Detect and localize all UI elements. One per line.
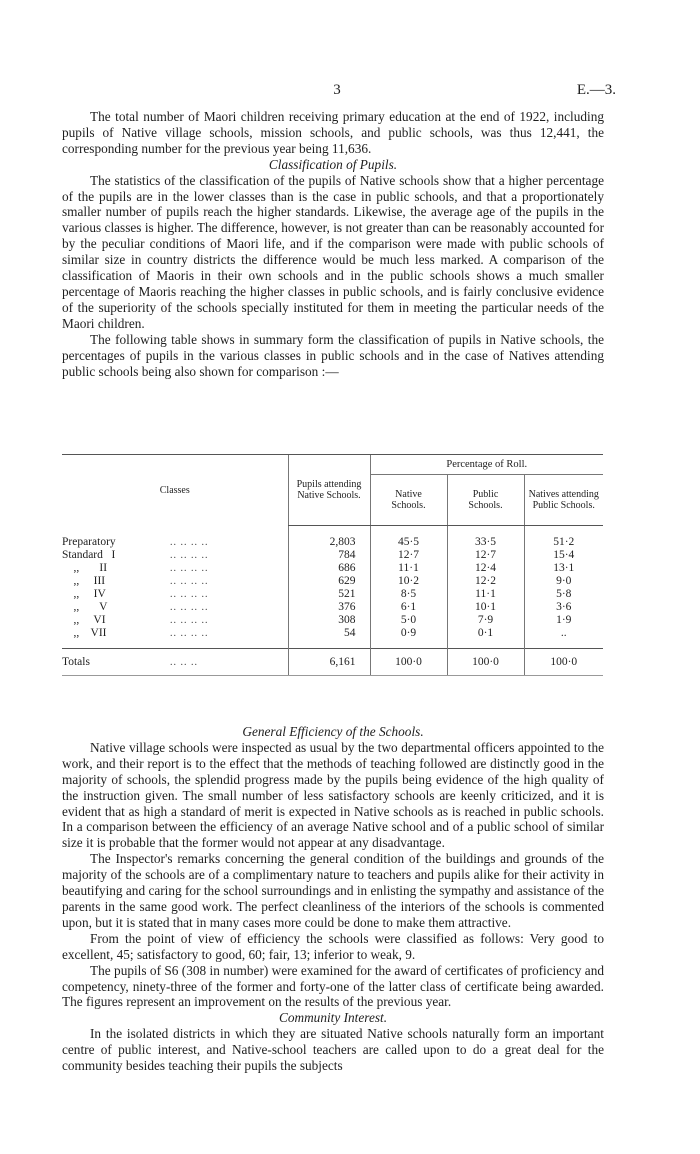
native-pct-cell: 0·9	[370, 627, 447, 649]
leader-dots: .. .. .. ..	[170, 615, 209, 626]
class-cell: ,, VI	[62, 614, 106, 626]
public-pct-cell: 0·1	[447, 627, 524, 649]
page-number: 3	[333, 82, 341, 98]
native-pct-cell: 12·7	[370, 549, 447, 562]
table-row	[62, 549, 603, 562]
public-pct-cell: 10·1	[447, 601, 524, 614]
native-pct-cell: 8·5	[370, 588, 447, 601]
section-heading: General Efficiency of the Schools.	[242, 724, 424, 739]
class-cell: ,, III	[62, 575, 106, 587]
native-pct-cell: 5·0	[370, 614, 447, 627]
leader-dots: .. .. .. ..	[170, 576, 209, 587]
table-header-row	[62, 455, 603, 475]
table-row	[62, 614, 603, 627]
class-cell: ,, IV	[62, 588, 106, 600]
totals-row	[62, 649, 603, 676]
column-group-percentage: Percentage of Roll.	[370, 455, 603, 475]
pupils-cell: 784	[288, 549, 370, 562]
totals-public: 100·0	[447, 649, 524, 676]
natives-public-pct-cell: 13·1	[524, 562, 603, 575]
pupils-cell: 308	[288, 614, 370, 627]
text-block-top	[62, 109, 604, 379]
table-row	[62, 526, 603, 550]
pupils-cell: 521	[288, 588, 370, 601]
native-pct-cell: 10·2	[370, 575, 447, 588]
class-cell: ,, II	[62, 562, 108, 574]
document-reference: E.—3.	[576, 82, 616, 98]
pupils-cell: 376	[288, 601, 370, 614]
class-cell: Preparatory	[62, 535, 116, 548]
class-cell: ,, VII	[62, 627, 107, 639]
public-pct-cell: 12·7	[447, 549, 524, 562]
natives-public-pct-cell: ..	[524, 627, 603, 649]
paragraph: The statistics of the classification of the pupils of Native schools show that a higher percentage of the pupils are in the lower classes than is the case in public schools, and that a proportionately smaller number of pupils reach the higher standards. Likewise, the average age of the pupils in the various classes is higher. The difference, however, is not greater than can be reasonably accounted for by the peculiar conditions of Maori life, and if the comparison were made with public schools of similar size in country districts the difference would be much less marked. A comparison of the classification of Maoris in their own schools and in the public schools shows a much smaller percentage of Maoris reaching the higher classes in public schools, and is fairly conclusive evidence of the superiority of the schools specially instituted for them in meeting the particular needs of the Maori children.	[62, 172, 604, 331]
class-cell: ,, V	[62, 601, 108, 613]
column-header-natives-public: Natives attending Public Schools.	[524, 475, 603, 526]
natives-public-pct-cell: 3·6	[524, 601, 603, 614]
leader-dots: .. .. .. ..	[170, 563, 209, 574]
column-header-public-schools: Public Schools.	[447, 475, 524, 526]
pupils-cell: 686	[288, 562, 370, 575]
public-pct-cell: 12·4	[447, 562, 524, 575]
paragraph: The total number of Maori children receiving primary education at the end of 1922, including pupils of Native village schools, mission schools, and public schools, was thus 12,441, the corresponding number for the previous year being 11,636.	[62, 109, 604, 156]
table-row	[62, 601, 603, 614]
column-header-classes: Classes	[62, 455, 288, 526]
public-pct-cell: 33·5	[447, 526, 524, 550]
leader-dots: .. .. .. ..	[170, 550, 209, 561]
pupils-cell: 54	[288, 627, 370, 649]
section-heading: Community Interest.	[278, 1010, 388, 1026]
pupils-cell: 2,803	[288, 526, 370, 550]
public-pct-cell: 12·2	[447, 575, 524, 588]
totals-label: Totals	[62, 649, 170, 676]
public-pct-cell: 11·1	[447, 588, 524, 601]
natives-public-pct-cell: 15·4	[524, 549, 603, 562]
classification-table	[62, 454, 603, 676]
leader-dots: .. .. .. ..	[170, 602, 209, 613]
leader-dots: .. .. .. ..	[170, 589, 209, 600]
native-pct-cell: 11·1	[370, 562, 447, 575]
paragraph: Native village schools were inspected as usual by the two departmental officers appointed to the work, and their report is to the effect that the methods of teaching followed are distinctly good in the majority of schools, the splendid progress made by the pupils being evidence of the high quality of the instruction given. The small number of less satisfactory schools are keenly criticized, and it is evident that as high a standard of merit is expected in Native schools as is reached in public schools. In a comparison between the efficiency of an average Native school and of a public school of similar size it is probable that the former would not appear at any disadvantage.	[62, 739, 604, 851]
table-row	[62, 588, 603, 601]
public-pct-cell: 7·9	[447, 614, 524, 627]
paragraph: The pupils of S6 (308 in number) were examined for the award of certificates of proficiency and competency, ninety-three of the former and forty-one of the latter class of certificate being awarded. The figures represent an improvement on the results of the previous year.	[62, 962, 604, 1010]
totals-natives-public: 100·0	[524, 649, 603, 676]
native-pct-cell: 6·1	[370, 601, 447, 614]
natives-public-pct-cell: 5·8	[524, 588, 603, 601]
section-heading: Classification of Pupils.	[268, 156, 398, 172]
table-row	[62, 575, 603, 588]
class-cell: Standard I	[62, 549, 116, 561]
paragraph: The Inspector's remarks concerning the general condition of the buildings and grounds of the majority of the schools are of a complimentary nature to teachers and pupils alike for their activity in beautifying and caring for the school surroundings and in enlisting the sympathy and assistance of the parents in the same good work. The perfect cleanliness of the interiors of the schools is commented upon, but it is stated that in many cases more could be done to make them attractive.	[62, 851, 604, 930]
column-header-pupils: Pupils attending Native Schools.	[288, 455, 370, 526]
natives-public-pct-cell: 51·2	[524, 526, 603, 550]
paragraph: In the isolated districts in which they are situated Native schools naturally form an important centre of public interest, and Native-school teachers are called upon to do a great deal for the community besides teaching their pupils the subjects	[62, 1026, 604, 1074]
totals-pupils: 6,161	[288, 649, 370, 676]
leader-dots: .. .. .. ..	[170, 628, 209, 639]
pupils-cell: 629	[288, 575, 370, 588]
table-body	[62, 526, 603, 649]
table-row	[62, 562, 603, 575]
paragraph: From the point of view of efficiency the schools were classified as follows: Very good to excellent, 45; satisfactory to good, 60; fair, 13; inferior to weak, 9.	[62, 930, 604, 962]
paragraph: The following table shows in summary form the classification of pupils in Native schools, the percentages of pupils in the various classes in public schools and in the case of Natives attending public schools being also shown for comparison :—	[62, 331, 604, 379]
table-row	[62, 627, 603, 649]
column-header-native-schools: Native Schools.	[370, 475, 447, 526]
leader-dots: .. .. .. ..	[170, 536, 209, 548]
text-block-bottom	[62, 724, 604, 1074]
totals-native: 100·0	[370, 649, 447, 676]
leader-dots: .. .. ..	[170, 649, 288, 676]
natives-public-pct-cell: 1·9	[524, 614, 603, 627]
natives-public-pct-cell: 9·0	[524, 575, 603, 588]
native-pct-cell: 45·5	[370, 526, 447, 550]
